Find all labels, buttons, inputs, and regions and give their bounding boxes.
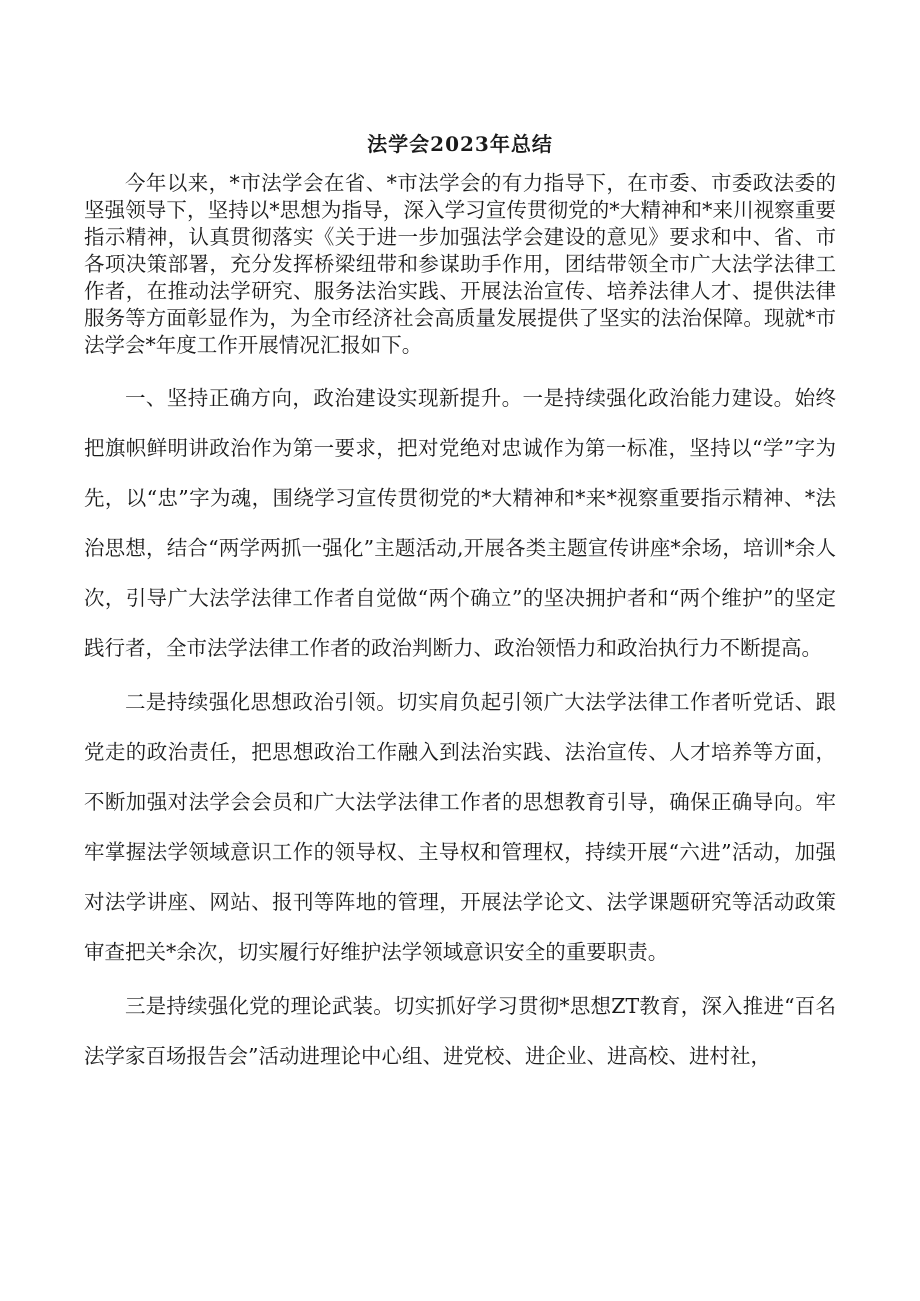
section-three-paragraph: 三是持续强化党的理论武装。切实抓好学习贯彻*思想ZT教育，深入推进“百名法学家百场报告会”活动进理论中心组、进党校、进企业、进高校、进村社， [84, 994, 836, 1068]
section-one-paragraph: 一、坚持正确方向，政治建设实现新提升。一是持续强化政治能力建设。始终把旗帜鲜明讲政治作为第一要求，把对党绝对忠诚作为第一标准，坚持以“学”字为先，以“忠”字为魂，围绕学习宣传贯彻党的*大精神和*来*视察重要指示精神、*法治思想，结合“两学两抓一强化”主题活动,开展各类主题宣传讲座*余场，培训*余人次，引导广大法学法律工作者自觉做“两个确立”的坚决拥护者和“两个维护”的坚定践行者，全市法学法律工作者的政治判断力、政治领悟力和政治执行力不断提高。 [84, 386, 836, 660]
section-two-paragraph: 二是持续强化思想政治引领。切实肩负起引领广大法学法律工作者听党话、跟党走的政治责任，把思想政治工作融入到法治实践、法治宣传、人才培养等方面，不断加强对法学会会员和广大法学法律工作者的思想教育引导，确保正确导向。牢牢掌握法学领域意识工作的领导权、主导权和管理权，持续开展“六进”活动，加强对法学讲座、网站、报刊等阵地的管理，开展法学论文、法学课题研究等活动政策审查把关*余次，切实履行好维护法学领域意识安全的重要职责。 [84, 690, 836, 964]
document-title: 法学会2023年总结 [367, 132, 553, 156]
intro-paragraph: 今年以来，*市法学会在省、*市法学会的有力指导下，在市委、市委政法委的坚强领导下，坚持以*思想为指导，深入学习宣传贯彻党的*大精神和*来川视察重要指示精神，认真贯彻落实《关于进一步加强法学会建设的意见》要求和中、省、市各项决策部署，充分发挥桥梁纽带和参谋助手作用，团结带领全市广大法学法律工作者，在推动法学研究、服务法治实践、开展法治宣传、培养法律人才、提供法律服务等方面彰显作为，为全市经济社会高质量发展提供了坚实的法治保障。现就*市法学会*年度工作开展情况汇报如下。 [84, 171, 836, 357]
